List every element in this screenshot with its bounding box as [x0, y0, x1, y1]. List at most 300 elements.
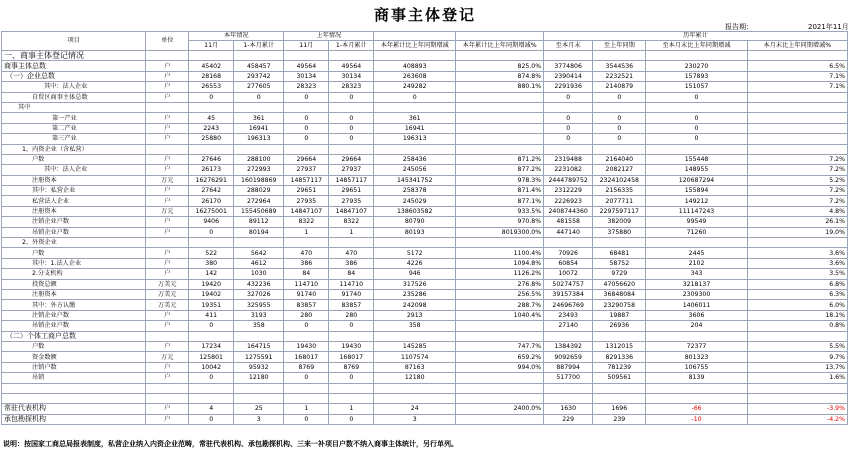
row-unit [146, 331, 189, 341]
row-value: 29651 [329, 186, 374, 196]
row-label: 注销企业户数 [2, 217, 146, 227]
row-unit [146, 393, 189, 403]
row-label: 其中 [2, 102, 146, 112]
row-value: 280 [329, 310, 374, 320]
row-value: 14857117 [329, 175, 374, 185]
row-value [189, 102, 234, 112]
row-value: 23290758 [593, 300, 646, 310]
row-value: 288100 [234, 154, 284, 164]
row-value: 1030 [234, 269, 284, 279]
row-percent [456, 144, 544, 154]
row-label: （二）个体工商户总数 [2, 331, 146, 341]
row-percent: 6.5% [747, 61, 847, 71]
row-value: 8769 [284, 362, 329, 372]
row-value: 2445 [646, 248, 747, 258]
page-title: 商事主体登记 [373, 6, 476, 24]
table-row [2, 393, 848, 403]
row-percent [456, 393, 544, 403]
row-value: 120687294 [646, 175, 747, 185]
row-percent: 747.7% [456, 341, 544, 351]
row-value: 1107574 [374, 352, 456, 362]
row-value: 481558 [544, 217, 593, 227]
table-row [2, 383, 848, 393]
row-percent: 871.4% [456, 186, 544, 196]
header-to-month-end: 至本月末 [544, 41, 593, 51]
row-value: 0 [284, 134, 329, 144]
row-percent: 1100.4% [456, 248, 544, 258]
row-percent [456, 102, 544, 112]
row-value: 386 [329, 258, 374, 268]
row-value: 239 [593, 414, 646, 424]
row-percent: 877.1% [456, 196, 544, 206]
registration-table [1, 31, 848, 425]
row-percent: 7.1% [747, 82, 847, 92]
table-row [2, 134, 848, 144]
row-value [646, 238, 747, 248]
header-last-month: 11月 [284, 41, 329, 51]
row-value: 0 [544, 113, 593, 123]
row-label: 第一产业 [2, 113, 146, 123]
row-unit: 万元 [146, 206, 189, 216]
row-value: 28323 [329, 82, 374, 92]
row-value: 946 [374, 269, 456, 279]
row-value: -10 [646, 414, 747, 424]
row-unit: 户 [146, 341, 189, 351]
row-percent: 3.6% [747, 258, 847, 268]
row-unit [146, 144, 189, 154]
table-row [2, 331, 848, 341]
row-value: 168017 [329, 352, 374, 362]
row-percent: 1040.4% [456, 310, 544, 320]
row-value [374, 238, 456, 248]
row-value: 8322 [329, 217, 374, 227]
row-value: 26553 [189, 82, 234, 92]
row-value [189, 51, 234, 61]
row-value [234, 331, 284, 341]
row-value: 83857 [284, 300, 329, 310]
row-value: 343 [646, 269, 747, 279]
row-label: 2、外资企业 [2, 238, 146, 248]
row-value: 27935 [284, 196, 329, 206]
row-value: 27937 [284, 165, 329, 175]
row-value: 327026 [234, 289, 284, 299]
row-label: 吊销企业户数 [2, 321, 146, 331]
row-value: 106755 [646, 362, 747, 372]
table-row [2, 61, 848, 71]
row-value: 2140879 [593, 82, 646, 92]
row-value: 0 [329, 134, 374, 144]
row-value: 411 [189, 310, 234, 320]
row-value: 0 [329, 321, 374, 331]
row-value: 24696769 [544, 300, 593, 310]
row-value: 10072 [544, 269, 593, 279]
table-row [2, 300, 848, 310]
row-value: 1 [284, 227, 329, 237]
table-row [2, 248, 848, 258]
row-value [646, 393, 747, 403]
row-value: 1384392 [544, 341, 593, 351]
row-value [544, 383, 593, 393]
row-value: 0 [593, 113, 646, 123]
row-value: 36848084 [593, 289, 646, 299]
row-percent [747, 51, 847, 61]
row-percent: 7.2% [747, 186, 847, 196]
row-value: 230270 [646, 61, 747, 71]
row-value [284, 331, 329, 341]
row-value: 2309300 [646, 289, 747, 299]
row-percent: 659.2% [456, 352, 544, 362]
row-value: 2164040 [593, 154, 646, 164]
row-value: 68481 [593, 248, 646, 258]
row-value: 263608 [374, 71, 456, 81]
row-value: 1 [329, 404, 374, 414]
row-unit: 户 [146, 82, 189, 92]
row-value: 60854 [544, 258, 593, 268]
row-unit [146, 383, 189, 393]
row-value: 249282 [374, 82, 456, 92]
row-unit: 户 [146, 113, 189, 123]
report-period-value: 2021年11月 [808, 23, 849, 31]
row-value: 0 [329, 373, 374, 383]
row-value: 50274757 [544, 279, 593, 289]
row-unit: 户 [146, 362, 189, 372]
row-value: 91740 [284, 289, 329, 299]
row-value: 125801 [189, 352, 234, 362]
row-value: 0 [284, 321, 329, 331]
row-value: 84 [284, 269, 329, 279]
row-percent: 7.2% [747, 196, 847, 206]
row-percent: 5.2% [747, 175, 847, 185]
table-row [2, 217, 848, 227]
table-row [2, 310, 848, 320]
row-value: 4612 [234, 258, 284, 268]
row-value [593, 144, 646, 154]
row-value: 1406011 [646, 300, 747, 310]
row-value: 0 [544, 134, 593, 144]
row-value: 29651 [284, 186, 329, 196]
row-value: 8291336 [593, 352, 646, 362]
table-row [2, 206, 848, 216]
row-value: 3 [234, 414, 284, 424]
row-value: 27642 [189, 186, 234, 196]
row-unit: 户 [146, 414, 189, 424]
row-value: 149212 [646, 196, 747, 206]
row-value [544, 393, 593, 403]
row-value [544, 331, 593, 341]
table-row [2, 113, 848, 123]
row-value: 317526 [374, 279, 456, 289]
row-value: 2077711 [593, 196, 646, 206]
row-percent [456, 383, 544, 393]
row-value: 0 [329, 414, 374, 424]
row-value: 1312015 [593, 341, 646, 351]
row-percent: 276.8% [456, 279, 544, 289]
row-value: 19402 [189, 289, 234, 299]
row-unit: 户 [146, 92, 189, 102]
row-value: 25 [234, 404, 284, 414]
row-percent: -3.9% [747, 404, 847, 414]
row-value [234, 102, 284, 112]
row-label: 商事主体总数 [2, 61, 146, 71]
table-row [2, 175, 848, 185]
row-value: 361 [374, 113, 456, 123]
row-percent: 3.6% [747, 248, 847, 258]
row-value: 0 [593, 92, 646, 102]
row-value: 71260 [646, 227, 747, 237]
row-percent [456, 123, 544, 133]
row-value: 2444789752 [544, 175, 593, 185]
row-percent: 877.2% [456, 165, 544, 175]
row-value: 517700 [544, 373, 593, 383]
row-unit: 万美元 [146, 300, 189, 310]
row-value: 168017 [284, 352, 329, 362]
row-value: 0 [544, 92, 593, 102]
table-row [2, 289, 848, 299]
row-percent: 0.8% [747, 321, 847, 331]
row-percent: 18.1% [747, 310, 847, 320]
row-value [284, 102, 329, 112]
row-percent: 3.5% [747, 269, 847, 279]
row-value: 3606 [646, 310, 747, 320]
header-unit: 单位 [146, 32, 189, 51]
row-value: 16276291 [189, 175, 234, 185]
row-percent: 6.0% [747, 300, 847, 310]
row-value [646, 331, 747, 341]
row-unit: 户 [146, 154, 189, 164]
row-value: 0 [284, 92, 329, 102]
row-label: （一）企业总数 [2, 71, 146, 81]
row-label: 注销企业户数 [2, 310, 146, 320]
row-value: 0 [284, 373, 329, 383]
row-value: 91740 [329, 289, 374, 299]
row-value: 245029 [374, 196, 456, 206]
header-this-cum: 1-本月累计 [234, 41, 284, 51]
row-value [374, 383, 456, 393]
row-value: 151057 [646, 82, 747, 92]
row-percent [747, 383, 847, 393]
row-percent [747, 102, 847, 112]
row-value: 24 [374, 404, 456, 414]
header-history: 历年累计 [544, 32, 848, 41]
table-row [2, 269, 848, 279]
row-value: -66 [646, 404, 747, 414]
row-value: 89112 [234, 217, 284, 227]
row-value [646, 383, 747, 393]
row-value: 16941 [374, 123, 456, 133]
row-unit: 户 [146, 373, 189, 383]
table-row [2, 258, 848, 268]
header-last-year: 上年情况 [284, 32, 374, 41]
row-value: 0 [284, 123, 329, 133]
row-percent [747, 331, 847, 341]
row-value: 380 [189, 258, 234, 268]
row-value [189, 144, 234, 154]
row-unit: 户 [146, 196, 189, 206]
row-value [374, 51, 456, 61]
table-row [2, 71, 848, 81]
row-value: 25880 [189, 134, 234, 144]
row-unit: 户 [146, 71, 189, 81]
row-value: 29664 [329, 154, 374, 164]
row-value [544, 238, 593, 248]
row-value: 26936 [593, 321, 646, 331]
row-value: 4226 [374, 258, 456, 268]
row-value [593, 102, 646, 112]
row-unit: 户 [146, 227, 189, 237]
row-value [284, 238, 329, 248]
row-value [329, 383, 374, 393]
table-row [2, 165, 848, 175]
row-value: 80790 [374, 217, 456, 227]
row-value: 3774806 [544, 61, 593, 71]
row-value: 5642 [234, 248, 284, 258]
row-percent [456, 331, 544, 341]
row-percent: 4.8% [747, 206, 847, 216]
row-value: 19887 [593, 310, 646, 320]
row-value: 0 [189, 227, 234, 237]
row-value: 114710 [329, 279, 374, 289]
row-value: 2319488 [544, 154, 593, 164]
row-value: 3218137 [646, 279, 747, 289]
row-label: 其中：私营企业 [2, 186, 146, 196]
row-value: 45402 [189, 61, 234, 71]
row-percent: 1094.8% [456, 258, 544, 268]
row-percent [456, 373, 544, 383]
row-percent: 256.5% [456, 289, 544, 299]
row-percent [456, 134, 544, 144]
row-value: 358 [374, 321, 456, 331]
table-row [2, 186, 848, 196]
row-label: 其中：1.法人企业 [2, 258, 146, 268]
row-value: 2913 [374, 310, 456, 320]
row-value: 0 [593, 123, 646, 133]
row-label: 第三产业 [2, 134, 146, 144]
row-value: 17234 [189, 341, 234, 351]
row-percent: 2400.0% [456, 404, 544, 414]
row-label: 承包勘探机构 [2, 414, 146, 424]
row-value: 272964 [234, 196, 284, 206]
row-value: 114710 [284, 279, 329, 289]
row-label [2, 383, 146, 393]
row-percent: 26.1% [747, 217, 847, 227]
row-label: 户数 [2, 154, 146, 164]
row-percent [456, 238, 544, 248]
row-percent [456, 321, 544, 331]
row-value: 258436 [374, 154, 456, 164]
table-row [2, 102, 848, 112]
row-value: 2232521 [593, 71, 646, 81]
row-value: 235286 [374, 289, 456, 299]
table-row [2, 51, 848, 61]
table-row [2, 279, 848, 289]
row-value: 19430 [284, 341, 329, 351]
row-value: 8139 [646, 373, 747, 383]
row-value: 2231082 [544, 165, 593, 175]
row-percent: 1126.2% [456, 269, 544, 279]
row-value: 26170 [189, 196, 234, 206]
row-percent: -4.2% [747, 414, 847, 424]
row-unit: 户 [146, 321, 189, 331]
row-value: 887994 [544, 362, 593, 372]
row-value [374, 144, 456, 154]
row-value [234, 144, 284, 154]
row-value: 0 [189, 414, 234, 424]
row-percent: 871.2% [456, 154, 544, 164]
header-this-year: 本年情况 [189, 32, 284, 41]
row-value: 9729 [593, 269, 646, 279]
row-value: 2291936 [544, 82, 593, 92]
row-value: 242098 [374, 300, 456, 310]
row-value: 432236 [234, 279, 284, 289]
row-value: 229 [544, 414, 593, 424]
row-percent [456, 113, 544, 123]
row-label: 私营法人企业 [2, 196, 146, 206]
row-value [544, 144, 593, 154]
row-value: 23493 [544, 310, 593, 320]
row-value: 16275001 [189, 206, 234, 216]
row-unit: 万美元 [146, 279, 189, 289]
row-value: 16941 [234, 123, 284, 133]
header-hist-yoy-pct: 本月末比上年同期增减% [747, 41, 847, 51]
row-value: 258378 [374, 186, 456, 196]
row-label: 2.分支机构 [2, 269, 146, 279]
row-value [544, 102, 593, 112]
row-label: 注册资本 [2, 175, 146, 185]
row-value [234, 51, 284, 61]
row-value: 0 [329, 113, 374, 123]
header-last-cum: 1-本月累计 [329, 41, 374, 51]
row-percent: 6.3% [747, 289, 847, 299]
row-value: 2390414 [544, 71, 593, 81]
row-value: 2312229 [544, 186, 593, 196]
header-yoy-cum-pct: 本年累计比上年同期增减% [456, 41, 544, 51]
row-value: 160198869 [234, 175, 284, 185]
row-value: 277605 [234, 82, 284, 92]
row-percent: 978.3% [456, 175, 544, 185]
row-percent: 7.2% [747, 154, 847, 164]
row-value: 8769 [329, 362, 374, 372]
row-label: 资金数额 [2, 352, 146, 362]
row-label [2, 393, 146, 403]
row-value [329, 393, 374, 403]
row-unit [146, 238, 189, 248]
row-value: 2324102458 [593, 175, 646, 185]
row-value [234, 393, 284, 403]
row-value: 80193 [374, 227, 456, 237]
row-value: 382009 [593, 217, 646, 227]
row-value: 4 [189, 404, 234, 414]
row-value: 0 [234, 92, 284, 102]
row-value: 58752 [593, 258, 646, 268]
row-value: 148955 [646, 165, 747, 175]
row-value: 2243 [189, 123, 234, 133]
row-value: 2082127 [593, 165, 646, 175]
row-value: 2102 [646, 258, 747, 268]
row-unit [146, 102, 189, 112]
row-percent: 7.2% [747, 165, 847, 175]
row-unit: 户 [146, 248, 189, 258]
row-percent [747, 123, 847, 133]
row-unit: 户 [146, 123, 189, 133]
row-value: 2408744360 [544, 206, 593, 216]
row-value [646, 102, 747, 112]
row-unit [146, 51, 189, 61]
row-value: 386 [284, 258, 329, 268]
row-value: 204 [646, 321, 747, 331]
row-percent: 994.0% [456, 362, 544, 372]
row-percent: 13.7% [747, 362, 847, 372]
table-row [2, 352, 848, 362]
